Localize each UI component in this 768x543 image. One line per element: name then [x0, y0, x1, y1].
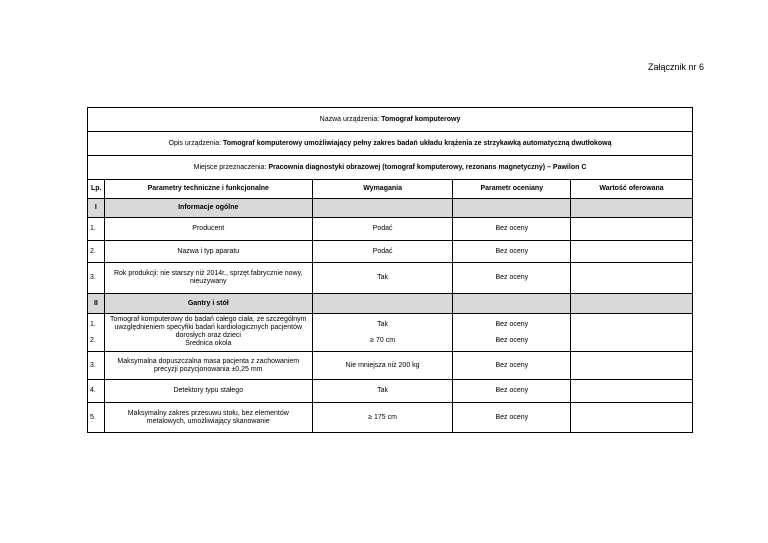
row-evaluation: Bez oceny [453, 218, 571, 241]
col-header-offered: Wartość oferowana [571, 180, 693, 199]
description-value: Tomograf komputerowy umożliwiający pełny zakres badań układu krążenia ze strzykawką automatyczną dwutłokową [223, 139, 612, 147]
row-evaluation: Bez oceny [453, 352, 571, 380]
row-number: 2. [88, 241, 105, 263]
row-offered-value[interactable] [571, 263, 693, 294]
table-row [88, 403, 693, 433]
table-row [88, 263, 693, 294]
row-parameter: Producent [104, 218, 312, 241]
row-number: 3. [88, 352, 105, 380]
row-number: 1. [90, 321, 96, 328]
row-offered-value[interactable] [571, 218, 693, 241]
row-offered-value[interactable] [571, 403, 693, 433]
row-requirement: ≥ 175 cm [312, 403, 453, 433]
attachment-label: Załącznik nr 6 [647, 62, 704, 72]
row-parameter-stack [104, 314, 312, 352]
row-parameter: Detektory typu stałego [104, 380, 312, 403]
device-name-value: Tomograf komputerowy [381, 115, 461, 123]
col-header-evaluated: Parametr oceniany [453, 180, 571, 199]
row-evaluation: Bez oceny [453, 403, 571, 433]
row-parameter: Średnica okola [185, 340, 232, 347]
device-name-label: Nazwa urządzenia: [319, 115, 380, 123]
row-requirement: Tak [312, 380, 453, 403]
row-number: 4. [88, 380, 105, 403]
device-description-row [88, 132, 693, 156]
row-number: 1. [88, 218, 105, 241]
row-parameter: Rok produkcji: nie starszy niż 2014r., sprzęt fabrycznie nowy, nieużywany [104, 263, 312, 294]
row-evaluation: Bez oceny [495, 320, 529, 328]
row-number: 3. [88, 263, 105, 294]
location-value: Pracownia diagnostyki obrazowej (tomograf komputerowy, rezonans magnetyczny) – Pawilon C [268, 163, 587, 171]
row-number: 2. [90, 337, 96, 344]
section-title: Informacje ogólne [104, 199, 312, 218]
specification-table [87, 107, 693, 433]
table-row [88, 241, 693, 263]
row-offered-value[interactable] [571, 314, 693, 352]
description-label: Opis urządzenia: [168, 139, 222, 147]
col-header-requirements: Wymagania [312, 180, 453, 199]
row-number: 5. [88, 403, 105, 433]
row-parameter: Tomograf komputerowy do badań całego ciała, ze szczególnym uwzględnieniem specyfiki badań kardiologicznych pacjentów dorosłych oraz dzieci [110, 316, 307, 339]
row-parameter: Maksymalny zakres przesuwu stołu, bez elementów metalowych, umożliwiający skanowanie [104, 403, 312, 433]
row-requirement: Podać [312, 218, 453, 241]
row-evaluation: Bez oceny [453, 241, 571, 263]
row-offered-value[interactable] [571, 241, 693, 263]
row-requirement: ≥ 70 cm [370, 336, 396, 344]
table-row-merged [88, 314, 693, 352]
col-header-params: Parametry techniczne i funkcjonalne [104, 180, 312, 199]
col-header-lp: Lp. [88, 180, 105, 199]
row-requirement: Nie mniejsza niż 200 kg [312, 352, 453, 380]
row-evaluation: Bez oceny [453, 263, 571, 294]
row-parameter: Maksymalna dopuszczalna masa pacjenta z zachowaniem precyzji pozycjonowania ±0,25 mm [104, 352, 312, 380]
row-requirement: Tak [312, 263, 453, 294]
table-row [88, 218, 693, 241]
table-row [88, 380, 693, 403]
row-parameter: Nazwa i typ aparatu [104, 241, 312, 263]
row-evaluation: Bez oceny [453, 380, 571, 403]
section-row-general [88, 199, 693, 218]
location-row [88, 156, 693, 180]
row-evaluation-stack [453, 314, 571, 352]
table-row [88, 352, 693, 380]
section-number: II [88, 294, 105, 314]
device-name-row [88, 108, 693, 132]
row-evaluation: Bez oceny [495, 336, 529, 344]
row-requirement: Tak [377, 320, 389, 328]
section-title: Gantry i stół [104, 294, 312, 314]
location-label: Miejsce przeznaczenia: [193, 163, 267, 171]
row-number-stack [88, 314, 105, 352]
row-offered-value[interactable] [571, 380, 693, 403]
column-header-row [88, 180, 693, 199]
section-number: I [88, 199, 105, 218]
section-row-gantry [88, 294, 693, 314]
row-requirement: Podać [312, 241, 453, 263]
row-requirement-stack [312, 314, 453, 352]
row-offered-value[interactable] [571, 352, 693, 380]
